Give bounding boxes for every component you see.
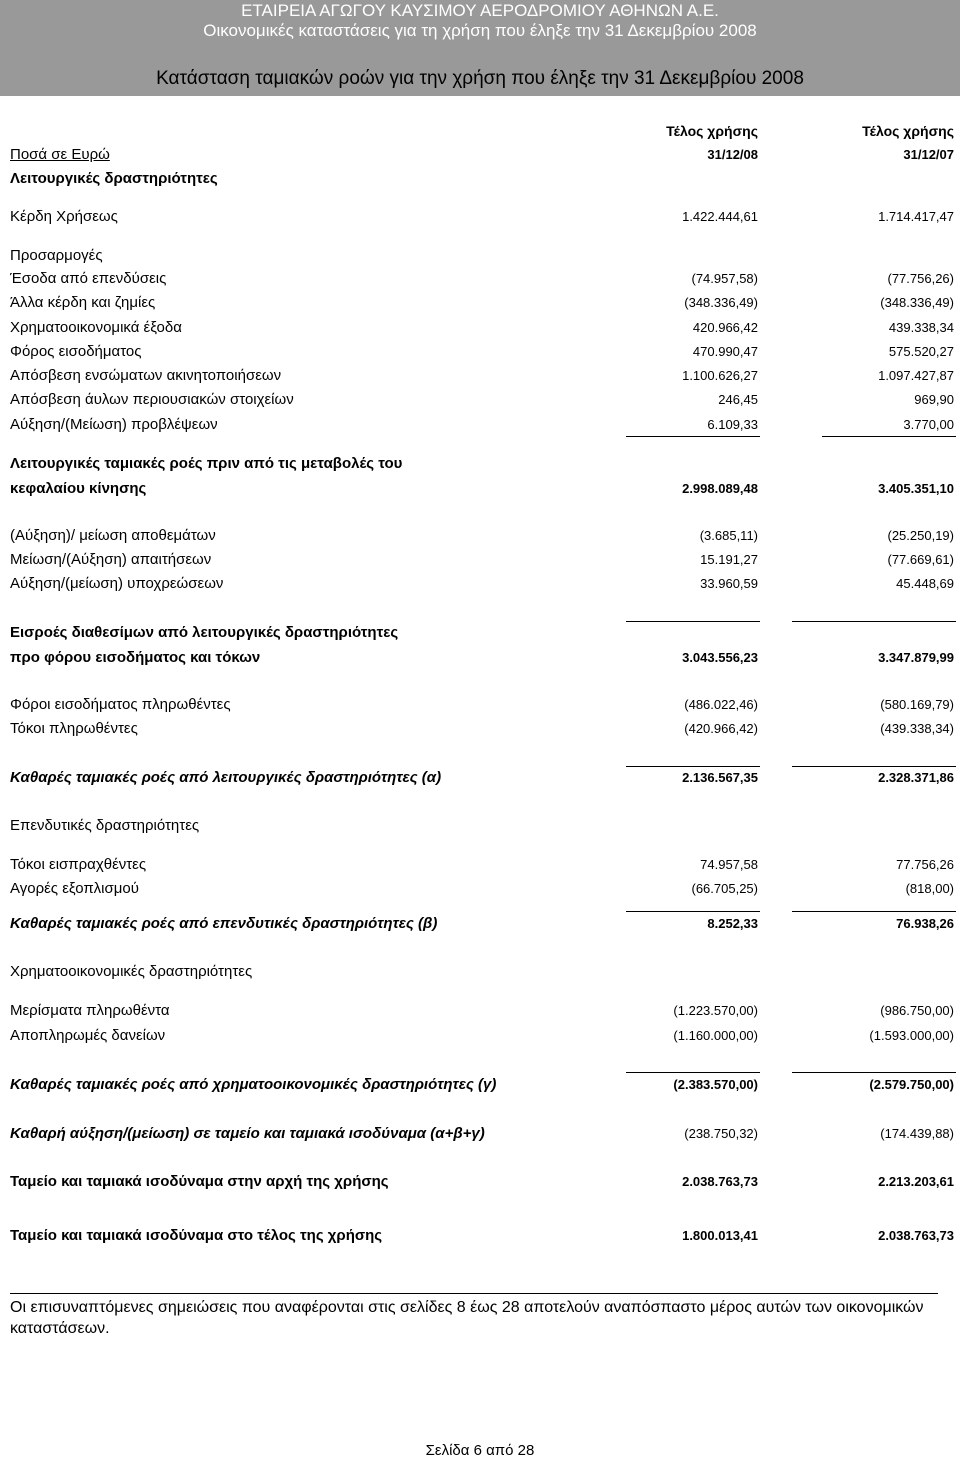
subtotal-label-row — [0, 622, 960, 644]
table-row — [0, 525, 960, 547]
value-2007: 969,90 — [914, 392, 954, 407]
row-label: Χρηματοοικονομικά έξοδα — [10, 319, 182, 336]
value-2008: 470.990,47 — [692, 344, 758, 359]
row-label: Φόρος εισοδήματος — [10, 343, 142, 360]
value-2007: (986.750,00) — [880, 1003, 954, 1018]
section-financing — [0, 961, 960, 983]
table-row — [0, 389, 960, 411]
value-2008: (238.750,32) — [684, 1126, 758, 1141]
row-label: Άλλα κέρδη και ζημίες — [10, 294, 156, 311]
subtotal-rule — [792, 911, 956, 912]
row-label: (Αύξηση)/ μείωση αποθεμάτων — [10, 527, 216, 544]
section-label: Επενδυτικές δραστηριότητες — [10, 817, 200, 834]
report-subtitle: Οικονομικές καταστάσεις για τη χρήση που έληξε την 31 Δεκεμβρίου 2008 — [0, 20, 960, 42]
row-label: Εισροές διαθεσίμων από λειτουργικές δραστηριότητες — [10, 624, 399, 641]
row-label: Έσοδα από επενδύσεις — [10, 270, 167, 287]
value-2007: 3.347.879,99 — [878, 650, 954, 665]
subtotal-row — [0, 647, 960, 669]
value-2008: 246,45 — [718, 392, 758, 407]
value-2008: 2.136.567,35 — [682, 770, 758, 785]
value-2007: (2.579.750,00) — [869, 1077, 954, 1092]
total-row — [0, 1225, 960, 1247]
table-row — [0, 694, 960, 716]
table-row — [0, 268, 960, 290]
value-2008: (3.685,11) — [699, 528, 758, 543]
period-label-1: Τέλος χρήσης — [666, 123, 758, 139]
row-label: κεφαλαίου κίνησης — [10, 480, 147, 497]
table-row — [0, 549, 960, 571]
total-row — [0, 1123, 960, 1145]
row-label: Ταμείο και ταμιακά ισοδύναμα στην αρχή της χρήσης — [10, 1173, 389, 1190]
row-label: Καθαρές ταμιακές ροές από λειτουργικές δραστηριότητες (α) — [10, 769, 442, 786]
row-label: Καθαρές ταμιακές ροές από επενδυτικές δραστηριότητες (β) — [10, 915, 438, 932]
value-2008: (420.966,42) — [684, 721, 758, 736]
value-2007: 3.405.351,10 — [878, 481, 954, 496]
subtotal-rule — [626, 1072, 760, 1073]
subtotal-rule — [822, 436, 956, 437]
value-2007: 76.938,26 — [896, 916, 954, 931]
value-2007: (818,00) — [905, 881, 954, 896]
date-1: 31/12/08 — [707, 147, 758, 162]
table-row — [0, 1000, 960, 1022]
header-band — [0, 42, 960, 62]
row-label: Κέρδη Χρήσεως — [10, 208, 118, 225]
table-row — [0, 414, 960, 436]
subtotal-rule — [792, 1072, 956, 1073]
value-2008: (1.223.570,00) — [673, 1003, 758, 1018]
table-row — [0, 292, 960, 314]
row-label: Μερίσματα πληρωθέντα — [10, 1002, 170, 1019]
table-row — [0, 341, 960, 363]
value-2007: 439.338,34 — [888, 320, 954, 335]
value-2007: (77.669,61) — [887, 552, 954, 567]
subtotal-row — [0, 478, 960, 500]
value-2007: (348.336,49) — [880, 295, 954, 310]
page-title: Κατάσταση ταμιακών ροών για την χρήση που έληξε την 31 Δεκεμβρίου 2008 — [0, 62, 960, 96]
section-adjustments — [0, 245, 960, 267]
column-date-header — [0, 144, 960, 166]
section-investing — [0, 815, 960, 837]
row-label: Τόκοι πληρωθέντες — [10, 720, 138, 737]
section-label: Λειτουργικές δραστηριότητες — [10, 170, 218, 187]
total-row — [0, 913, 960, 935]
value-2008: (486.022,46) — [684, 697, 758, 712]
row-label: Αγορές εξοπλισμού — [10, 880, 139, 897]
subtotal-rule — [626, 911, 760, 912]
value-2007: 1.097.427,87 — [878, 368, 954, 383]
total-row — [0, 767, 960, 789]
table-row — [0, 206, 960, 228]
value-2007: (174.439,88) — [880, 1126, 954, 1141]
value-2008: 33.960,59 — [700, 576, 758, 591]
value-2007: (439.338,34) — [880, 721, 954, 736]
value-2007: 1.714.417,47 — [878, 209, 954, 224]
page-number: Σελίδα 6 από 28 — [425, 1442, 535, 1459]
value-2008: 6.109,33 — [707, 417, 758, 432]
row-label: Απόσβεση άυλων περιουσιακών στοιχείων — [10, 391, 294, 408]
row-label: Καθαρή αύξηση/(μείωση) σε ταμείο και ταμιακά ισοδύναμα (α+β+γ) — [10, 1125, 485, 1142]
table-row — [0, 1025, 960, 1047]
row-label: Απόσβεση ενσώματων ακινητοποιήσεων — [10, 367, 282, 384]
value-2007: (77.756,26) — [887, 271, 954, 286]
value-2008: (2.383.570,00) — [673, 1077, 758, 1092]
row-label: Αύξηση/(μείωση) υποχρεώσεων — [10, 575, 224, 592]
value-2008: (74.957,58) — [691, 271, 758, 286]
amounts-label: Ποσά σε Ευρώ — [10, 146, 110, 163]
subtotal-label-row — [0, 453, 960, 475]
table-row — [0, 718, 960, 740]
total-row — [0, 1074, 960, 1096]
value-2008: 15.191,27 — [700, 552, 758, 567]
value-2008: 1.800.013,41 — [682, 1228, 758, 1243]
value-2008: 2.038.763,73 — [682, 1174, 758, 1189]
value-2007: 2.213.203,61 — [878, 1174, 954, 1189]
section-label: Χρηματοοικονομικές δραστηριότητες — [10, 963, 253, 980]
footer-note: Οι επισυναπτόμενες σημειώσεις που αναφέρονται στις σελίδες 8 έως 28 αποτελούν αναπόσπαστο μέρος αυτών των οικονομικών καταστάσεων. — [10, 1299, 924, 1337]
value-2008: (348.336,49) — [684, 295, 758, 310]
value-2008: 1.422.444,61 — [682, 209, 758, 224]
table-row — [0, 317, 960, 339]
subtotal-rule — [626, 436, 760, 437]
value-2007: (580.169,79) — [880, 697, 954, 712]
value-2008: 8.252,33 — [707, 916, 758, 931]
date-2: 31/12/07 — [903, 147, 954, 162]
table-row — [0, 878, 960, 900]
value-2007: 2.328.371,86 — [878, 770, 954, 785]
value-2008: (66.705,25) — [691, 881, 758, 896]
row-label: Τόκοι εισπραχθέντες — [10, 856, 147, 873]
row-label: προ φόρου εισοδήματος και τόκων — [10, 649, 261, 666]
value-2008: (1.160.000,00) — [673, 1028, 758, 1043]
value-2007: 2.038.763,73 — [878, 1228, 954, 1243]
row-label: Αποπληρωμές δανείων — [10, 1027, 166, 1044]
footer-rule — [10, 1293, 938, 1294]
value-2008: 2.998.089,48 — [682, 481, 758, 496]
company-name: ΕΤΑΙΡΕΙΑ ΑΓΩΓΟΥ ΚΑΥΣΙΜΟΥ ΑΕΡΟΔΡΟΜΙΟΥ ΑΘΗΝΩΝ Α.Ε. — [0, 0, 960, 22]
value-2008: 74.957,58 — [700, 857, 758, 872]
value-2007: 575.520,27 — [888, 344, 954, 359]
total-row — [0, 1171, 960, 1193]
row-label: Λειτουργικές ταμιακές ροές πριν από τις μεταβολές του — [10, 455, 403, 472]
value-2008: 3.043.556,23 — [682, 650, 758, 665]
value-2008: 1.100.626,27 — [682, 368, 758, 383]
column-period-header — [0, 120, 960, 142]
table-row — [0, 854, 960, 876]
period-label-2: Τέλος χρήσης — [862, 123, 954, 139]
section-operating — [0, 168, 960, 190]
row-label: Ταμείο και ταμιακά ισοδύναμα στο τέλος της χρήσης — [10, 1227, 383, 1244]
section-label: Προσαρμογές — [10, 247, 103, 264]
table-row — [0, 365, 960, 387]
table-row — [0, 573, 960, 595]
value-2007: 45.448,69 — [896, 576, 954, 591]
row-label: Καθαρές ταμιακές ροές από χρηματοοικονομικές δραστηριότητες (γ) — [10, 1076, 497, 1093]
value-2007: 3.770,00 — [903, 417, 954, 432]
row-label: Αύξηση/(Μείωση) προβλέψεων — [10, 416, 218, 433]
value-2007: (25.250,19) — [887, 528, 954, 543]
value-2007: (1.593.000,00) — [869, 1028, 954, 1043]
row-label: Μείωση/(Αύξηση) απαιτήσεων — [10, 551, 212, 568]
value-2008: 420.966,42 — [692, 320, 758, 335]
row-label: Φόροι εισοδήματος πληρωθέντες — [10, 696, 231, 713]
value-2007: 77.756,26 — [896, 857, 954, 872]
